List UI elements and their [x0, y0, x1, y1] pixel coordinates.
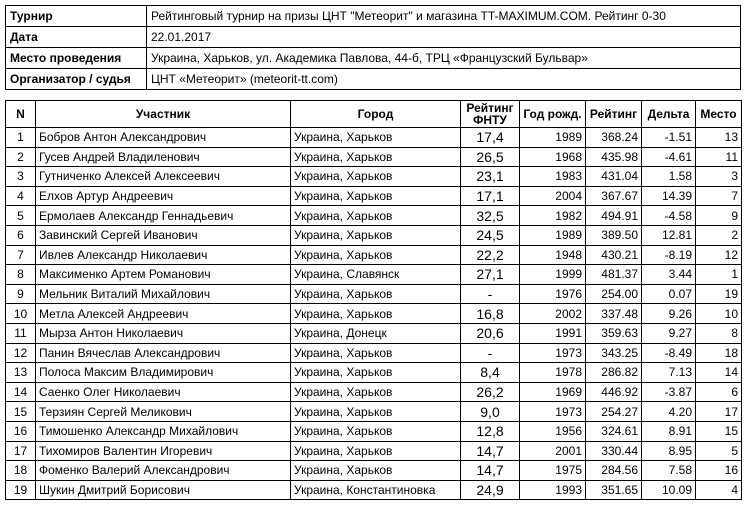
cell-birth-year: 1973 — [520, 343, 586, 363]
cell-n: 9 — [6, 284, 36, 304]
cell-city: Украина, Донецк — [291, 323, 461, 343]
cell-fntu-rating: 14,7 — [461, 461, 520, 481]
cell-fntu-rating: 26,5 — [461, 147, 520, 167]
cell-birth-year: 1969 — [520, 382, 586, 402]
date-label: Дата — [6, 27, 147, 48]
cell-place: 15 — [696, 421, 742, 441]
cell-place: 3 — [696, 167, 742, 187]
info-row-venue — [6, 48, 741, 69]
cell-delta: -8.19 — [642, 245, 696, 265]
cell-birth-year: 1991 — [520, 323, 586, 343]
cell-birth-year: 1975 — [520, 461, 586, 481]
cell-place: 14 — [696, 363, 742, 383]
cell-fntu-rating: 24,5 — [461, 225, 520, 245]
cell-city: Украина, Харьков — [291, 363, 461, 383]
header-rating: Рейтинг — [586, 101, 642, 128]
table-row — [6, 461, 742, 481]
table-row — [6, 304, 742, 324]
table-row — [6, 323, 742, 343]
cell-rating: 430.21 — [586, 245, 642, 265]
cell-fntu-rating: - — [461, 284, 520, 304]
cell-rating: 367.67 — [586, 186, 642, 206]
cell-n: 11 — [6, 323, 36, 343]
cell-place: 10 — [696, 304, 742, 324]
cell-place: 5 — [696, 441, 742, 461]
cell-birth-year: 1973 — [520, 402, 586, 422]
cell-n: 10 — [6, 304, 36, 324]
table-row — [6, 245, 742, 265]
cell-fntu-rating: 17,4 — [461, 128, 520, 148]
cell-place: 19 — [696, 284, 742, 304]
cell-place: 4 — [696, 480, 742, 500]
cell-place: 18 — [696, 343, 742, 363]
info-row-date — [6, 27, 741, 48]
cell-place: 7 — [696, 186, 742, 206]
header-fntu-line2: ФНТУ — [473, 113, 507, 127]
cell-place: 11 — [696, 147, 742, 167]
header-participant: Участник — [36, 101, 291, 128]
cell-participant: Максименко Артем Романович — [36, 265, 291, 285]
cell-place: 12 — [696, 245, 742, 265]
cell-participant: Елхов Артур Андреевич — [36, 186, 291, 206]
table-row — [6, 382, 742, 402]
cell-delta: 14.39 — [642, 186, 696, 206]
cell-delta: 9.26 — [642, 304, 696, 324]
cell-city: Украина, Харьков — [291, 147, 461, 167]
cell-delta: 4.20 — [642, 402, 696, 422]
cell-city: Украина, Харьков — [291, 284, 461, 304]
cell-n: 13 — [6, 363, 36, 383]
cell-n: 17 — [6, 441, 36, 461]
cell-rating: 286.82 — [586, 363, 642, 383]
cell-place: 13 — [696, 128, 742, 148]
cell-participant: Полоса Максим Владимирович — [36, 363, 291, 383]
cell-rating: 337.48 — [586, 304, 642, 324]
cell-n: 5 — [6, 206, 36, 226]
cell-city: Украина, Харьков — [291, 343, 461, 363]
cell-birth-year: 2002 — [520, 304, 586, 324]
cell-city: Украина, Харьков — [291, 441, 461, 461]
cell-city: Украина, Харьков — [291, 461, 461, 481]
cell-rating: 284.56 — [586, 461, 642, 481]
cell-place: 2 — [696, 225, 742, 245]
cell-n: 19 — [6, 480, 36, 500]
cell-fntu-rating: 8,4 — [461, 363, 520, 383]
cell-rating: 351.65 — [586, 480, 642, 500]
cell-participant: Гутниченко Алексей Алексеевич — [36, 167, 291, 187]
header-delta: Дельта — [642, 101, 696, 128]
cell-birth-year: 1976 — [520, 284, 586, 304]
cell-n: 14 — [6, 382, 36, 402]
cell-city: Украина, Славянск — [291, 265, 461, 285]
cell-n: 12 — [6, 343, 36, 363]
info-row-organizer — [6, 69, 741, 90]
cell-n: 8 — [6, 265, 36, 285]
cell-rating: 254.27 — [586, 402, 642, 422]
cell-fntu-rating: 24,9 — [461, 480, 520, 500]
header-birth-year: Год рожд. — [520, 101, 586, 128]
cell-birth-year: 1999 — [520, 265, 586, 285]
cell-delta: 1.58 — [642, 167, 696, 187]
cell-fntu-rating: 12,8 — [461, 421, 520, 441]
cell-fntu-rating: 23,1 — [461, 167, 520, 187]
table-row — [6, 128, 742, 148]
header-fntu-rating — [461, 101, 520, 128]
cell-delta: 7.58 — [642, 461, 696, 481]
cell-fntu-rating: 17,1 — [461, 186, 520, 206]
table-row — [6, 147, 742, 167]
cell-birth-year: 1989 — [520, 225, 586, 245]
cell-birth-year: 1989 — [520, 128, 586, 148]
cell-delta: 10.09 — [642, 480, 696, 500]
cell-rating: 435.98 — [586, 147, 642, 167]
cell-delta: 9.27 — [642, 323, 696, 343]
table-row — [6, 167, 742, 187]
cell-rating: 368.24 — [586, 128, 642, 148]
cell-delta: 3.44 — [642, 265, 696, 285]
cell-participant: Саенко Олег Николаевич — [36, 382, 291, 402]
cell-rating: 254.00 — [586, 284, 642, 304]
cell-place: 17 — [696, 402, 742, 422]
organizer-label: Организатор / судья — [6, 69, 147, 90]
cell-rating: 324.61 — [586, 421, 642, 441]
venue-label: Место проведения — [6, 48, 147, 69]
cell-city: Украина, Харьков — [291, 206, 461, 226]
cell-participant: Ермолаев Александр Геннадьевич — [36, 206, 291, 226]
header-place: Место — [696, 101, 742, 128]
cell-n: 15 — [6, 402, 36, 422]
cell-birth-year: 1982 — [520, 206, 586, 226]
table-row — [6, 480, 742, 500]
cell-delta: 7.13 — [642, 363, 696, 383]
cell-city: Украина, Харьков — [291, 245, 461, 265]
cell-city: Украина, Харьков — [291, 382, 461, 402]
cell-rating: 389.50 — [586, 225, 642, 245]
cell-place: 9 — [696, 206, 742, 226]
table-row — [6, 284, 742, 304]
cell-city: Украина, Харьков — [291, 421, 461, 441]
cell-participant: Метла Алексей Андреевич — [36, 304, 291, 324]
cell-n: 1 — [6, 128, 36, 148]
cell-birth-year: 1956 — [520, 421, 586, 441]
cell-participant: Тихомиров Валентин Игоревич — [36, 441, 291, 461]
cell-n: 18 — [6, 461, 36, 481]
cell-fntu-rating: 9,0 — [461, 402, 520, 422]
cell-city: Украина, Харьков — [291, 186, 461, 206]
cell-birth-year: 1978 — [520, 363, 586, 383]
table-row — [6, 421, 742, 441]
cell-birth-year: 1983 — [520, 167, 586, 187]
header-city: Город — [291, 101, 461, 128]
cell-birth-year: 1968 — [520, 147, 586, 167]
cell-n: 2 — [6, 147, 36, 167]
results-body — [6, 128, 742, 500]
table-row — [6, 441, 742, 461]
cell-delta: 0.07 — [642, 284, 696, 304]
cell-delta: -1.51 — [642, 128, 696, 148]
cell-place: 1 — [696, 265, 742, 285]
cell-fntu-rating: 22,2 — [461, 245, 520, 265]
cell-delta: 8.91 — [642, 421, 696, 441]
cell-delta: -4.61 — [642, 147, 696, 167]
cell-city: Украина, Харьков — [291, 304, 461, 324]
cell-city: Украина, Харьков — [291, 402, 461, 422]
tournament-info-table — [5, 5, 741, 90]
table-row — [6, 343, 742, 363]
cell-delta: -8.49 — [642, 343, 696, 363]
cell-n: 6 — [6, 225, 36, 245]
cell-city: Украина, Харьков — [291, 128, 461, 148]
header-fntu-line1: Рейтинг — [466, 101, 514, 115]
venue-value: Украина, Харьков, ул. Академика Павлова, 44-б, ТРЦ «Французский Бульвар» — [147, 48, 741, 69]
table-row — [6, 402, 742, 422]
cell-fntu-rating: 27,1 — [461, 265, 520, 285]
cell-fntu-rating: 14,7 — [461, 441, 520, 461]
cell-participant: Ивлев Александр Николаевич — [36, 245, 291, 265]
cell-fntu-rating: 16,8 — [461, 304, 520, 324]
cell-participant: Гусев Андрей Владиленович — [36, 147, 291, 167]
cell-rating: 431.04 — [586, 167, 642, 187]
cell-fntu-rating: 20,6 — [461, 323, 520, 343]
header-n: N — [6, 101, 36, 128]
cell-birth-year: 2001 — [520, 441, 586, 461]
cell-participant: Мельник Виталий Михайлович — [36, 284, 291, 304]
info-row-tournament — [6, 6, 741, 27]
cell-participant: Тимошенко Александр Михайлович — [36, 421, 291, 441]
cell-birth-year: 1948 — [520, 245, 586, 265]
cell-n: 16 — [6, 421, 36, 441]
cell-city: Украина, Харьков — [291, 167, 461, 187]
table-row — [6, 363, 742, 383]
cell-city: Украина, Харьков — [291, 225, 461, 245]
cell-delta: 12.81 — [642, 225, 696, 245]
cell-participant: Панин Вячеслав Александрович — [36, 343, 291, 363]
cell-place: 6 — [696, 382, 742, 402]
results-header-row — [6, 101, 742, 128]
cell-n: 7 — [6, 245, 36, 265]
tournament-label: Турнир — [6, 6, 147, 27]
table-row — [6, 265, 742, 285]
cell-birth-year: 2004 — [520, 186, 586, 206]
cell-rating: 446.92 — [586, 382, 642, 402]
cell-participant: Мырза Антон Николаевич — [36, 323, 291, 343]
organizer-value: ЦНТ «Метеорит» (meteorit-tt.com) — [147, 69, 741, 90]
cell-participant: Терзиян Сергей Меликович — [36, 402, 291, 422]
table-row — [6, 206, 742, 226]
cell-rating: 494.91 — [586, 206, 642, 226]
date-value: 22.01.2017 — [147, 27, 741, 48]
cell-rating: 330.44 — [586, 441, 642, 461]
cell-birth-year: 1993 — [520, 480, 586, 500]
results-table — [5, 100, 742, 500]
cell-participant: Фоменко Валерий Александрович — [36, 461, 291, 481]
cell-participant: Шукин Дмитрий Борисович — [36, 480, 291, 500]
cell-n: 4 — [6, 186, 36, 206]
cell-participant: Завинский Сергей Иванович — [36, 225, 291, 245]
cell-place: 16 — [696, 461, 742, 481]
cell-city: Украина, Константиновка — [291, 480, 461, 500]
tournament-value: Рейтинговый турнир на призы ЦНТ "Метеорит" и магазина TT-MAXIMUM.COM. Рейтинг 0-30 — [147, 6, 741, 27]
cell-delta: -3.87 — [642, 382, 696, 402]
cell-delta: 8.95 — [642, 441, 696, 461]
cell-rating: 481.37 — [586, 265, 642, 285]
cell-place: 8 — [696, 323, 742, 343]
cell-fntu-rating: 26,2 — [461, 382, 520, 402]
cell-participant: Бобров Антон Александрович — [36, 128, 291, 148]
cell-fntu-rating: - — [461, 343, 520, 363]
table-row — [6, 186, 742, 206]
cell-rating: 343.25 — [586, 343, 642, 363]
cell-delta: -4.58 — [642, 206, 696, 226]
cell-fntu-rating: 32,5 — [461, 206, 520, 226]
cell-n: 3 — [6, 167, 36, 187]
cell-rating: 359.63 — [586, 323, 642, 343]
table-row — [6, 225, 742, 245]
